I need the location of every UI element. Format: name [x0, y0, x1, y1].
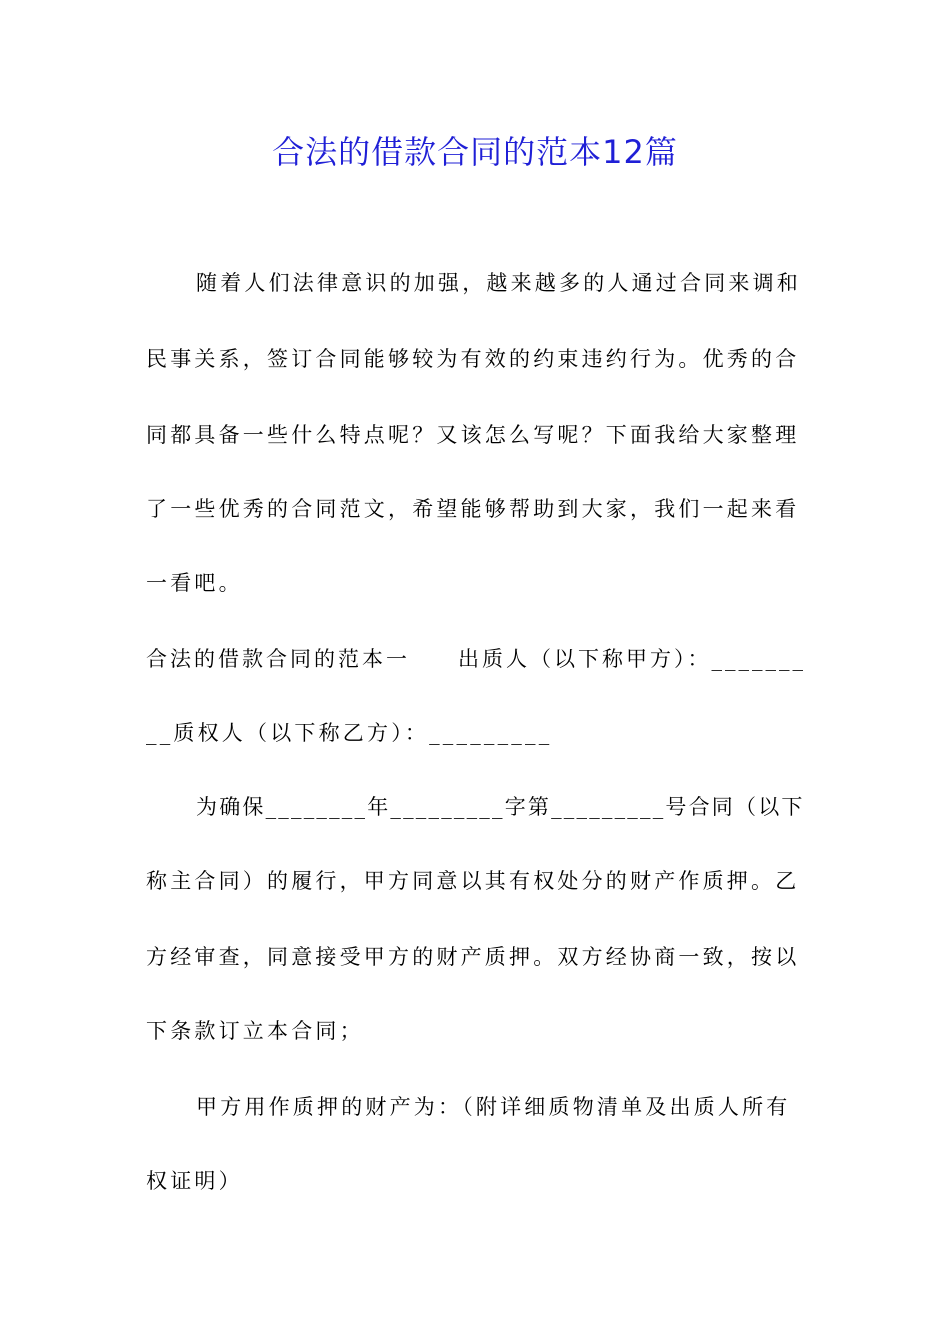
paragraph-line: __质权人（以下称乙方）：_________: [146, 721, 553, 745]
paragraph-line: 权证明）: [146, 1169, 243, 1193]
paragraph-line: 民事关系，签订合同能够较为有效的约束违约行为。优秀的合: [146, 347, 800, 371]
paragraph-line: 称主合同）的履行，甲方同意以其有权处分的财产作质押。乙: [146, 869, 800, 893]
paragraph-line: 同都具备一些什么特点呢？又该怎么写呢？下面我给大家整理: [146, 423, 800, 447]
section-heading-line: 合法的借款合同的范本一 出质人（以下称甲方）：_______: [146, 647, 806, 671]
paragraph-line: 为确保________年_________字第_________号合同（以下: [196, 795, 805, 819]
document-title: 合法的借款合同的范本12篇: [272, 133, 678, 171]
paragraph-line: 甲方用作质押的财产为：（附详细质物清单及出质人所有: [196, 1095, 791, 1119]
paragraph-line: 方经审查，同意接受甲方的财产质押。双方经协商一致，按以: [146, 945, 800, 969]
paragraph-line: 一看吧。: [146, 571, 243, 595]
paragraph-line: 下条款订立本合同；: [146, 1019, 364, 1043]
paragraph-line: 了一些优秀的合同范文，希望能够帮助到大家，我们一起来看: [146, 497, 800, 521]
paragraph-line: 随着人们法律意识的加强，越来越多的人通过合同来调和: [196, 271, 801, 295]
